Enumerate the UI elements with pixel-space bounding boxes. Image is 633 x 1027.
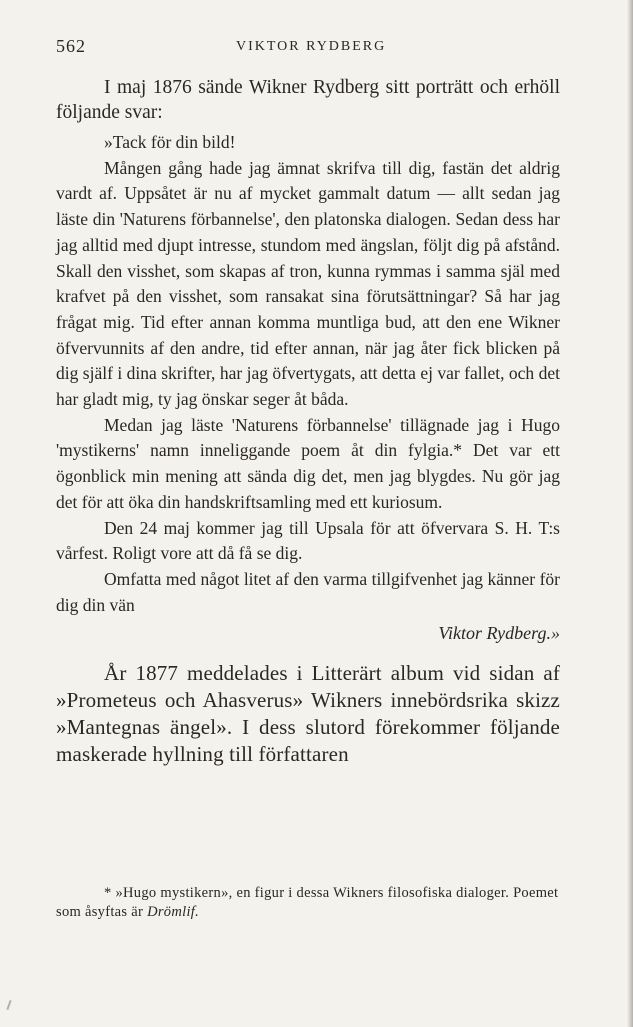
page-number: 562 [56,36,86,56]
letter-paragraph: Medan jag läste 'Naturens förbannelse' tillägnade jag i Hugo 'mystikerns' namn inneliggande poem åt din fylgia.* Det var ett ögonblick min mening att sända dig det, men jag blygdes. Nu gör jag det för att öka din handskriftsamling med ett kuriosum. [56,414,560,512]
running-head: VIKTOR RYDBERG [236,39,387,54]
letter [56,130,560,618]
footnote [56,884,560,922]
body-text [56,75,560,768]
footnote-body: * »Hugo mystikern», en figur i dessa Wikners filosofiska dialoger. Poemet som åsyftas är [56,885,559,920]
footnote-title: Drömlif. [147,904,200,920]
page-edge-shadow [627,0,633,1027]
section-paragraph: År 1877 meddelades i Litterärt album vid sidan af »Prometeus och Ahasverus» Wikners innebördsrika skizz »Mantegnas ängel». I dess slutord förekommer följande maskerade hyllning till författaren [56,661,560,767]
letter-greeting: »Tack för din bild! [104,132,236,152]
paper-speck [6,1000,11,1010]
letter-paragraph: Omfatta med något litet af den varma tillgifvenhet jag känner för dig din vän [56,568,560,615]
letter-signature: Viktor Rydberg.» [438,623,560,644]
intro-paragraph: I maj 1876 sände Wikner Rydberg sitt porträtt och erhöll följande svar: [56,77,560,123]
letter-paragraph: Mången gång hade jag ämnat skrifva till dig, fastän det aldrig vardt af. Uppsåtet är nu af mycket gammalt datum — allt sedan jag läste din 'Naturens förbannelse', den platonska dialogen. Sedan dess har jag alltid med djupt intresse, stundom med ängslan, följt dig på afstånd. Skall den visshet, som skapas af tron, kunna rymmas i samma själ med krafvet på den visshet, som ransakat sina förutsättningar? Så har jag frågat mig. Tid efter annan komma muntliga bud, att den ene Wikner öfvervunnits af den andre, tid efter annan, när jag åter fick blicken på dig själf i dina skrifter, har jag öfvertygats, att detta ej var fallet, och det har gladt mig, ty jag önskar seger åt båda. [56,157,560,410]
letter-paragraph: Den 24 maj kommer jag till Upsala för att öfvervara S. H. T:s vårfest. Roligt vore att då få se dig. [56,517,560,564]
footnote-text [56,884,560,922]
page-header [56,36,592,58]
